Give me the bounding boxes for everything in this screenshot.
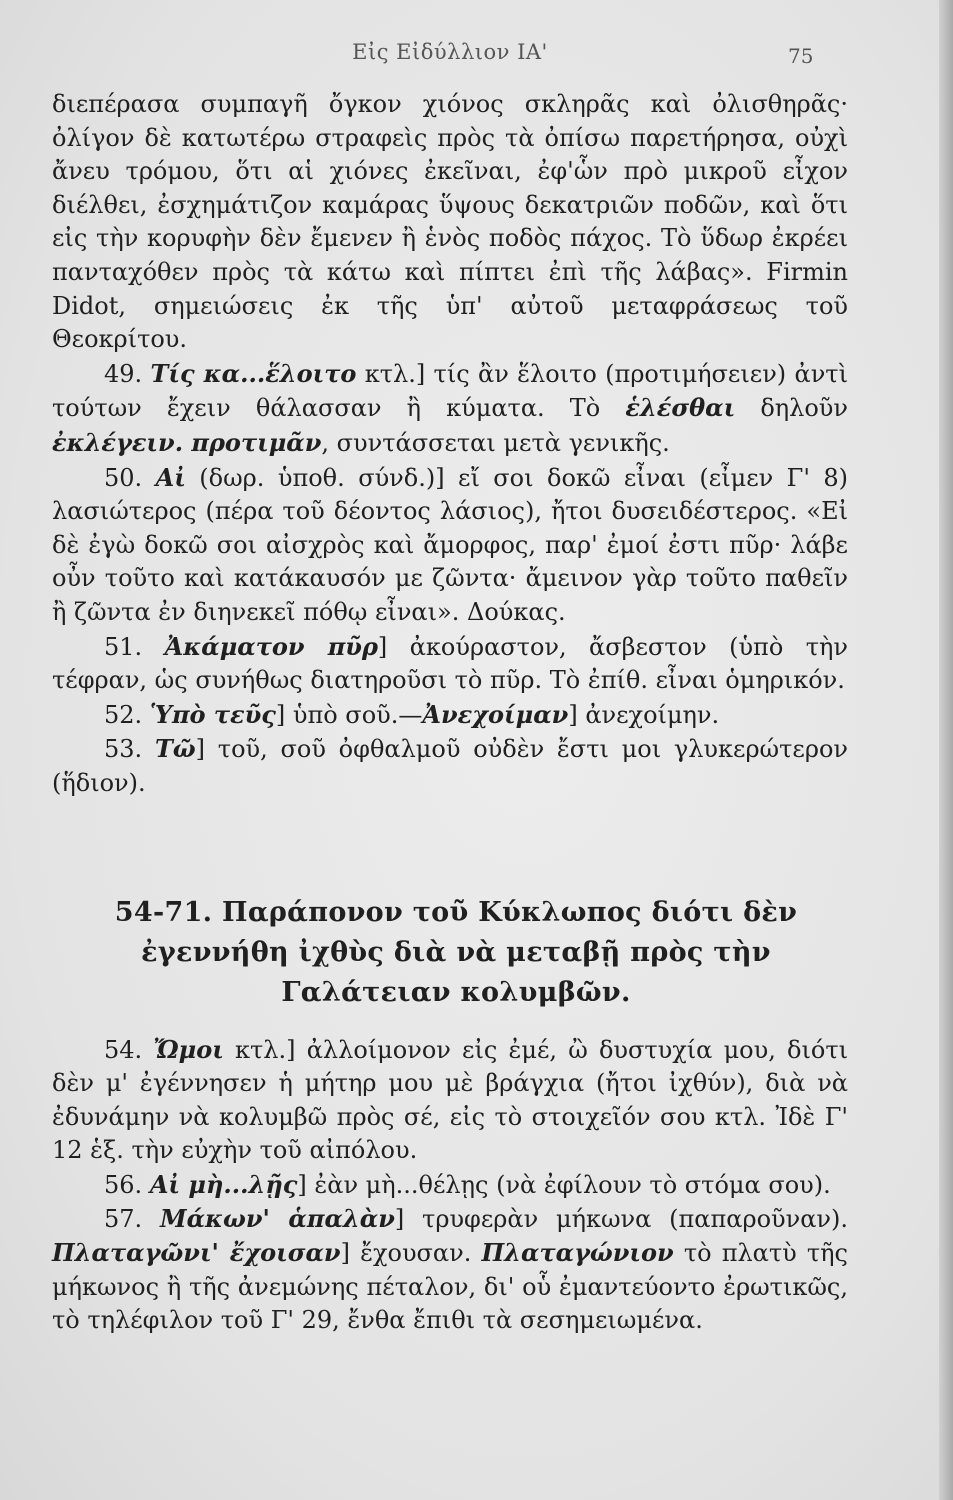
note-54 xyxy=(52,1033,848,1168)
note-number: 57. xyxy=(104,1205,143,1234)
note-number: 52. xyxy=(104,700,143,729)
note-text: τὸ πλατὺ τῆς μήκωνος ἢ τῆς ἀνεμώνης πέταλον, δι' οὗ ἐμαντεύοντο ἐρωτικῶς, τὸ τηλέφιλον τοῦ Γ' 29, ἔνθα ἔπιθι τὰ σεσημειωμένα. xyxy=(52,1239,848,1335)
note-text: ] ἐὰν μὴ...θέλῃς (νὰ ἐφίλουν τὸ στόμα σου). xyxy=(297,1170,831,1199)
note-text: ] τρυφερὰν μήκωνα (παπαροῦναν). xyxy=(394,1205,848,1234)
note-number: 56. xyxy=(104,1170,143,1199)
note-51 xyxy=(52,630,848,698)
note-number: 53. xyxy=(104,735,143,764)
note-56 xyxy=(52,1168,848,1202)
note-lemma: Αἰ μὴ...λῇς xyxy=(149,1169,298,1199)
note-text: (δωρ. ὑποθ. σύνδ.)] εἴ σοι δοκῶ εἶναι (εἶμεν Γ' 8) λασιώτερος (πέρα τοῦ δέοντος λάσιος), ἤτοι δυσειδέστερος. «Εἰ δὲ ἐγὼ δοκῶ σοι αἰσχρὸς καὶ ἄμορφος, παρ' ἐμοί ἐστι πῦρ· λάβε οὖν τοῦτο καὶ κατάκαυσόν με ζῶντα· ἄμεινον γὰρ τοῦτο παθεῖν ἢ ζῶντα ἐν διηνεκεῖ πόθῳ εἶναι». Δούκας. xyxy=(52,463,848,626)
note-lemma: Πλαταγῶνι' ἔχοισαν xyxy=(52,1238,341,1268)
page-edge-shadow xyxy=(939,0,953,1500)
note-lemma: ἑλέσθαι xyxy=(625,393,736,423)
note-text: , συντάσσεται μετὰ γενικῆς. xyxy=(321,428,670,457)
commentary-block-2 xyxy=(52,1033,848,1338)
note-52 xyxy=(52,698,848,733)
note-50 xyxy=(52,461,848,630)
note-lemma: Ἀκάματον πῦρ xyxy=(164,631,378,661)
note-text: κτλ.] ἀλλοίμονον εἰς ἐμέ, ὢ δυστυχία μου, διότι δὲν μ' ἐγέννησεν ἡ μήτηρ μου μὲ βράγχια (ἤτοι ἰχθύν), διὰ νὰ ἐδυνάμην νὰ κολυμβῶ πρὸς σέ, εἰς τὸ στοιχεῖόν σου κτλ. Ἰδὲ Γ' 12 ἑξ. τὴν εὐχὴν τοῦ αἰπόλου. xyxy=(52,1036,849,1165)
running-head: Εἰς Εἰδύλλιον ΙΑ' xyxy=(352,40,548,64)
note-text: ] ἀνεχοίμην. xyxy=(568,700,720,729)
note-text: ] ὑπὸ σοῦ.— xyxy=(275,700,423,729)
note-lemma: Τίς κα...ἕλοιτο xyxy=(150,358,357,388)
note-number: 50. xyxy=(104,463,143,492)
note-text: ] ἔχουσαν. xyxy=(340,1239,482,1268)
note-number: 51. xyxy=(104,632,143,661)
note-lemma: Ἀνεχοίμαν xyxy=(422,699,569,729)
note-lemma: Πλαταγώνιον xyxy=(481,1238,674,1268)
note-lemma: Ὑπὸ τεῦς xyxy=(149,699,276,729)
note-text: δηλοῦν xyxy=(735,394,848,423)
note-text: κτλ.] τίς ἂν ἕλοιτο (προτιμήσειεν) ἀντὶ τούτων ἔχειν θάλασσαν ἢ κύματα. Τὸ xyxy=(52,359,848,423)
note-57 xyxy=(52,1202,848,1338)
intro-paragraph: διεπέρασα συμπαγῆ ὄγκον χιόνος σκληρᾶς καὶ ὀλισθηρᾶς· ὀλίγον δὲ κατωτέρω στραφεὶς πρὸς τὰ ὀπίσω παρετήρησα, οὐχὶ ἄνευ τρόμου, ὅτι αἱ χιόνες ἐκεῖναι, ἐφ'ὧν πρὸ μικροῦ εἶχον διέλθει, ἐσχημάτιζον καμάρας ὕψους δεκατριῶν ποδῶν, καὶ ὅτι εἰς τὴν κορυφὴν δὲν ἔμενεν ἢ ἑνὸς ποδὸς πάχος. Τὸ ὕδωρ ἐκρέει πανταχόθεν πρὸς τὰ κάτω καὶ πίπτει ἐπὶ τῆς λάβας». Firmin Didot, σημειώσεις ἐκ τῆς ὑπ' αὐτοῦ μεταφράσεως τοῦ Θεοκρίτου. xyxy=(52,90,848,354)
note-lemma: ἐκλέγειν. προτιμᾶν xyxy=(52,427,322,457)
note-lemma: Μάκων' ἁπαλὰν xyxy=(160,1204,395,1234)
note-number: 54. xyxy=(104,1036,143,1064)
note-lemma: Τῶ xyxy=(154,734,196,764)
note-lemma: Ὤμοι xyxy=(153,1035,224,1064)
note-49 xyxy=(52,357,848,461)
page-number: 75 xyxy=(788,44,814,68)
note-number: 49. xyxy=(104,359,143,388)
section-heading: 54-71. Παράπονον τοῦ Κύκλωπος διότι δὲν ἐγεννήθη ἰχθὺς διὰ νὰ μεταβῇ πρὸς τὴν Γαλάτειαν κολυμβῶν. xyxy=(114,897,798,1008)
note-text: ] τοῦ, σοῦ ὀφθαλμοῦ οὐδὲν ἔστι μοι γλυκερώτερον (ἥδιον). xyxy=(52,735,848,797)
note-lemma: Αἰ xyxy=(155,462,186,492)
commentary-block-1 xyxy=(52,88,848,800)
note-text: ] ἀκούραστον, ἄσβεστον (ὑπὸ τὴν τέφραν, ὡς συνήθως διατηροῦσι τὸ πῦρ. Τὸ ἐπίθ. εἶναι ὁμηρικόν. xyxy=(52,632,848,695)
note-53 xyxy=(52,732,848,800)
